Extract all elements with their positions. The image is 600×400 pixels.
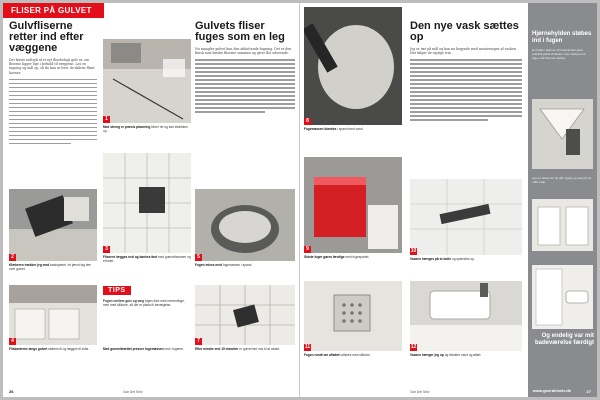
sidebar-photo-1 — [532, 99, 593, 169]
tips-body: fuges ikke med cementfuge, men med silikone, så der er plads til bevægelse. — [103, 299, 185, 307]
finished-floor-photo — [195, 285, 295, 345]
grout-bucket-photo — [304, 7, 402, 125]
photo-10 — [410, 179, 522, 255]
caption-11 — [304, 353, 402, 379]
photo-number: 11 — [304, 344, 311, 350]
sidebar-text-2: Lav en skitse før du går i gang og sørg for at måle nøje. — [532, 176, 592, 184]
caption-bold: Fugen mixes med — [195, 263, 222, 267]
caption-bold: Med gummibrættet presser fugemassen — [103, 347, 164, 351]
caption-bold: Klæberen trækker jeg med — [9, 263, 50, 267]
photo-8 — [304, 7, 402, 125]
tile-laying-photo — [103, 153, 191, 253]
photo-2 — [9, 189, 97, 261]
caption-text: og spændes op. — [451, 257, 475, 261]
heading-grout: Gulvets fliser fuges som en leg — [195, 21, 285, 43]
article-column-right — [410, 21, 522, 171]
photo-number: 2 — [9, 254, 16, 261]
article-column-3 — [195, 21, 295, 186]
website-link[interactable]: www.goerdetselv.dk — [532, 388, 571, 393]
photo-number: 9 — [304, 246, 311, 253]
tips-text — [103, 299, 191, 307]
intro-text-2: Nu mangler gulvet kun den afsluttende fugning. Det er den finish som binder fliserne sammen og giver flot udseende. — [195, 47, 292, 56]
body-copy-right — [410, 59, 522, 120]
left-footer-source: Gør Det Selv — [123, 390, 143, 394]
floor-string-photo — [103, 39, 191, 123]
caption-6 — [103, 347, 191, 377]
caption-2 — [9, 263, 97, 281]
caption-7 — [195, 347, 295, 377]
photo-7 — [195, 285, 295, 345]
caption-10 — [410, 257, 522, 279]
page-number: 26 — [9, 389, 14, 394]
sidebar-photo-3 — [532, 265, 593, 329]
caption-1 — [103, 125, 191, 149]
caption-bold: Fliserne lægges ned og bankes fast — [103, 255, 158, 259]
magazine-spread — [3, 3, 597, 397]
sidebar-final-text: Og endelig var mit badeværelse færdigt — [534, 333, 594, 346]
sidebar-text: En hylde i hjørnet af brusenichen giver praktisk plads til flasker. Den støbes ind i fugen når fliserne sættes. — [532, 48, 587, 60]
caption-bold: Fugen rundt om afløbet — [304, 353, 340, 357]
tips-label: TIPS — [103, 286, 131, 295]
caption-text: udføres med silikone. — [340, 353, 371, 357]
adhesive-photo — [9, 189, 97, 261]
body-copy-1 — [9, 79, 97, 144]
sidebar-box — [528, 3, 597, 397]
caption-text: i spand med vand. — [337, 127, 364, 131]
caption-text: med gummihammer og et bræt. — [103, 255, 191, 263]
left-page — [3, 3, 300, 397]
caption-bold: Fliskanterne langs gulvet — [9, 347, 48, 351]
sink-mounted-photo — [410, 281, 522, 351]
caption-8 — [304, 127, 402, 153]
photo-1 — [103, 39, 191, 123]
caption-3 — [103, 255, 191, 273]
bathroom-finished-photo — [532, 265, 593, 329]
grout-mix-photo — [195, 189, 295, 261]
photo-number: 4 — [9, 338, 16, 345]
caption-4 — [9, 347, 97, 377]
photo-3 — [103, 153, 191, 253]
photo-12 — [410, 281, 522, 351]
photo-number: 8 — [304, 118, 311, 125]
caption-text: ned i fugerne. — [164, 347, 184, 351]
caption-12 — [410, 353, 522, 379]
edge-tiles-photo — [9, 285, 97, 345]
right-page — [300, 3, 597, 397]
caption-text: og tilslutter vand og afløb. — [444, 353, 482, 357]
caption-5 — [195, 263, 295, 281]
page-number: 27 — [586, 389, 591, 394]
photo-9 — [304, 157, 402, 253]
wall-bolts-photo — [410, 179, 522, 255]
caption-text: skæres til og lægges til sidst. — [48, 347, 90, 351]
intro-text-right: Jeg er tæt på mål og kan nu begynde med monteringen af vasken. Her følger de vigtige trin. — [410, 47, 517, 56]
caption-bold: Med streng er præcis placering — [103, 125, 151, 129]
sidebar-photo-2 — [532, 199, 593, 251]
photo-4 — [9, 285, 97, 345]
caption-text: fugemassen i spand. — [222, 263, 253, 267]
right-footer-source: Gør Det Selv — [410, 390, 430, 394]
heading-sink: Den nye vask sættes op — [410, 21, 519, 43]
caption-bold: Sidste fuger gøres færdige — [304, 255, 345, 259]
tips-box — [103, 277, 191, 341]
caption-text: tandspartel i et jævnt lag hen over gulvet. — [9, 263, 92, 271]
drain-photo — [304, 281, 402, 351]
photo-number: 3 — [103, 246, 110, 253]
photo-number: 5 — [195, 254, 202, 261]
photo-number: 1 — [103, 116, 110, 123]
photo-number: 7 — [195, 338, 202, 345]
section-tab: FLISER PÅ GULVET — [3, 3, 104, 18]
intro-text-1: Det første indtryk af et nyt flisebelagt gulv er, om fliserne ligger lige i forhold til væggene. Lav en tegning og mål op, så du kan se hvor de skårne fliser havner. — [9, 58, 95, 75]
article-column-1 — [9, 21, 97, 186]
photo-5 — [195, 189, 295, 261]
corner-shelf-photo — [532, 99, 593, 169]
tips-bold: Fugen mellem gulv og væg — [103, 299, 145, 303]
right-footer — [587, 389, 591, 394]
caption-text: bliver ret og kan strækkes op. — [103, 125, 188, 133]
sidebar-heading: Hjørnehylden støbes ind i fugen — [532, 31, 592, 44]
caption-9 — [304, 255, 402, 279]
caption-text: med fugespartel. — [345, 255, 370, 259]
left-footer — [9, 389, 13, 394]
caption-text: er gulvet tørt nok til at vaske. — [239, 347, 281, 351]
red-bucket-photo — [304, 157, 402, 253]
caption-bold: Vasken hænger jeg op — [410, 353, 444, 357]
caption-bold: Vasken hænges på to bolte — [410, 257, 452, 261]
heading-tiles-align: Gulvfliserne retter ind efter væggene — [9, 21, 84, 54]
photo-number: 10 — [410, 248, 417, 254]
caption-bold: Fugemassen blandes — [304, 127, 337, 131]
corner-shelf-detail-photo — [532, 199, 593, 251]
photo-number: 12 — [410, 344, 417, 350]
caption-bold: Efter mindre end 15 minutter — [195, 347, 239, 351]
photo-11 — [304, 281, 402, 351]
body-copy-2 — [195, 59, 295, 112]
